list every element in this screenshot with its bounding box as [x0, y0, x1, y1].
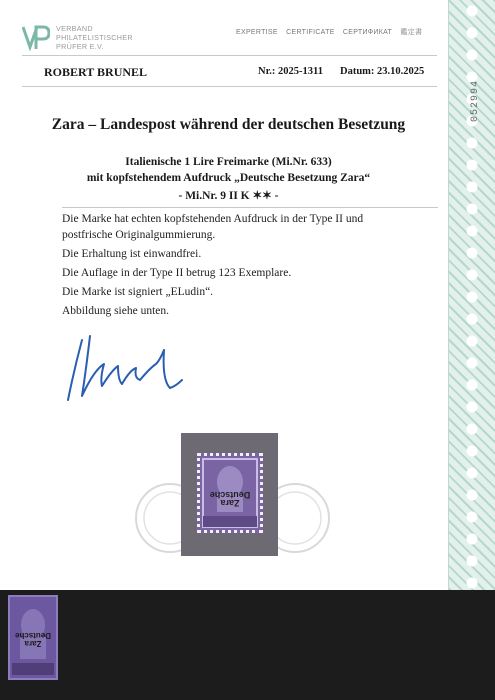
- svg-text:Zara: Zara: [24, 639, 42, 648]
- subtitle-line-2: mit kopfstehendem Aufdruck „Deutsche Besetzung Zara“: [86, 172, 371, 184]
- header-label-kanteisho: 鑑定書: [400, 29, 423, 36]
- body-line-2: postfrische Originalgummierung.: [62, 229, 216, 241]
- svg-text:Deutsche: Deutsche: [209, 490, 251, 500]
- certificate-title: Zara – Landespost während der deutschen Besetzung: [51, 116, 406, 133]
- header-label-certificate: CERTIFICATE: [286, 29, 335, 36]
- body-line-3: Die Erhaltung ist einwandfrei.: [62, 248, 202, 260]
- body-divider: [62, 207, 438, 208]
- header-divider: [22, 55, 437, 56]
- logo-org-name: [56, 24, 133, 51]
- certificate-date: Datum: 23.10.2025: [340, 66, 425, 77]
- expert-name: ROBERT BRUNEL: [44, 65, 148, 79]
- header-label-expertise: EXPERTISE: [236, 29, 278, 36]
- info-divider: [22, 86, 437, 87]
- subtitle-line-3: - Mi.Nr. 9 II K ✶✶ -: [178, 190, 279, 202]
- expert-signature: [60, 330, 190, 410]
- vp-logo-icon: [22, 25, 50, 51]
- side-certificate-number: 052994: [470, 80, 481, 123]
- logo-line-3: PRÜFER E.V.: [56, 42, 104, 51]
- body-line-1: Die Marke hat echten kopfstehenden Aufdruck in der Type II und: [62, 213, 364, 225]
- subtitle-line-1: Italienische 1 Lire Freimarke (Mi.Nr. 633): [125, 156, 332, 168]
- body-line-6: Abbildung siehe unten.: [62, 305, 169, 317]
- certificate-number: Nr.: 2025-1311: [258, 66, 323, 77]
- header-labels: [236, 27, 428, 37]
- svg-text:Zara: Zara: [220, 498, 240, 508]
- header-label-sertifikat: СЕРТИФИКАТ: [342, 29, 393, 36]
- stamp-image-card: [181, 433, 278, 556]
- logo-line-1: VERBAND: [56, 24, 93, 33]
- body-line-4: Die Auflage in der Type II betrug 123 Exemplare.: [62, 267, 292, 279]
- security-border: [448, 0, 495, 590]
- body-line-5: Die Marke ist signiert „ELudin“.: [62, 286, 214, 298]
- stamp-portrait-icon: [200, 456, 260, 530]
- loose-stamp-photo: [8, 595, 58, 680]
- svg-text:Deutsche: Deutsche: [14, 631, 52, 640]
- vpp-logo: [22, 24, 133, 51]
- loose-stamp-icon: [10, 597, 56, 678]
- stamp-image: [197, 453, 263, 533]
- logo-line-2: PHILATELISTISCHER: [56, 33, 133, 42]
